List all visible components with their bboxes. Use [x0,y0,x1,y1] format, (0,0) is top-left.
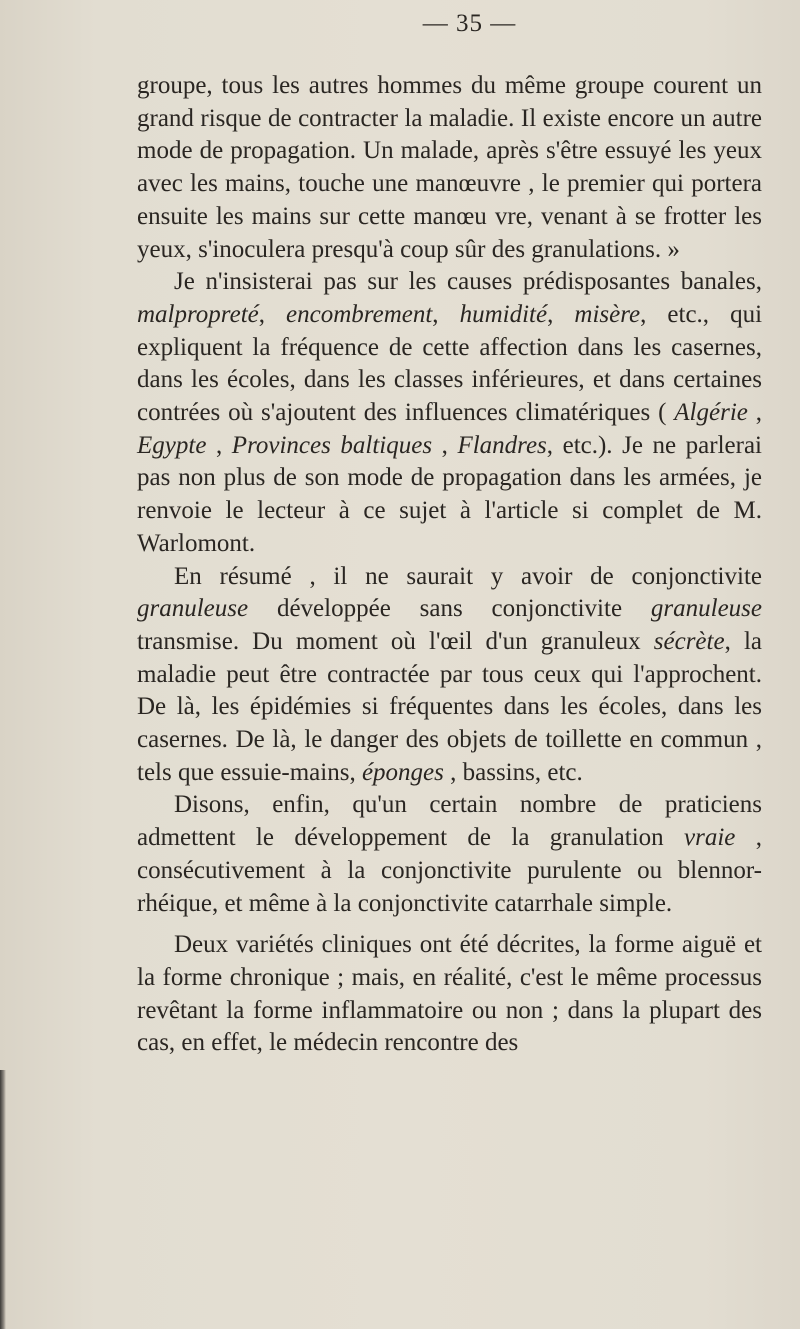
paragraph [137,266,762,560]
italic-term: éponges [361,758,444,786]
text-run: développée sans conjonctivite [248,595,651,623]
text-run: Disons, enfin, qu'un certain nombre de praticiens admettent le développement de la granulation [137,791,762,852]
paragraph [137,561,762,790]
text-run: , la maladie peut être contractée par tous ceux qui l'approchent. De là, les épidémies si fréquentes dans les écoles, dans les casernes. De là, le danger des objets de toillette en commun , tels que essuie-mains, [137,627,762,786]
italic-term: Algérie [674,399,748,427]
body-text [137,70,762,1060]
text-run: , [432,300,460,328]
text-run: , etc., qui expliquent la fréquence de cette affection dans les casernes, dans les écoles, dans les classes inférieures, et dans certaines contrées où s'ajoutent des influences climatériques ( [137,300,763,427]
page-edge-shadow [0,1070,6,1329]
text-run: , [747,399,763,427]
text-run: , bassins, etc. [443,758,583,786]
italic-term: encombrement [286,300,433,328]
italic-term: granuleuse [650,595,762,623]
paragraph [137,70,762,266]
italic-term: humidité [459,300,548,328]
text-run: Je n'insisterai pas sur les causes prédisposantes banales, [174,268,762,296]
text-run: , [547,300,575,328]
text-run: , [432,431,458,459]
text-run: En résumé , il ne saurait y avoir de conjonctivite [174,562,762,590]
text-run: , consécutivement à la conjonctivite purulente ou blennor-rhéique, et même à la conjonctivite catarrhale simple. [137,824,762,917]
text-run: , etc.). Je ne parlerai pas non plus de son mode de propagation dans les armées, je renvoie le lecteur à ce sujet à l'article si complet de M. Warlomont. [137,431,762,557]
paragraph [137,929,762,1060]
page-number: — 35 — [422,10,517,37]
italic-term: misère [574,300,641,328]
text-run: , [258,300,287,328]
italic-term: Provinces baltiques [231,431,433,459]
italic-term: sécrète [653,627,725,655]
italic-term: malpropreté [137,300,259,328]
text-run: groupe, tous les autres hommes du même groupe courent un grand risque de contracter la maladie. Il existe encore un autre mode de propagation. Un malade, après s'être essuyé les yeux avec les mains, touche une manœuvre , le premier qui portera ensuite les mains sur cette manœu vre, venant à se frotter les yeux, s'inoculera presqu'à coup sûr des granulations. » [137,72,762,263]
italic-term: Flandres [457,431,547,459]
paragraph [137,789,762,920]
text-run: transmise. Du moment où l'œil d'un granuleux [137,627,654,655]
italic-term: granuleuse [137,595,249,623]
text-run: , [206,431,232,459]
italic-term: vraie [684,824,736,852]
text-run: Deux variétés cliniques ont été décrites, la forme aiguë et la forme chronique ; mais, en réalité, c'est le même processus revêtant la forme inflammatoire ou non ; dans la plupart des cas, en effet, le médecin rencontre des [137,931,762,1057]
italic-term: Egypte [137,431,207,459]
